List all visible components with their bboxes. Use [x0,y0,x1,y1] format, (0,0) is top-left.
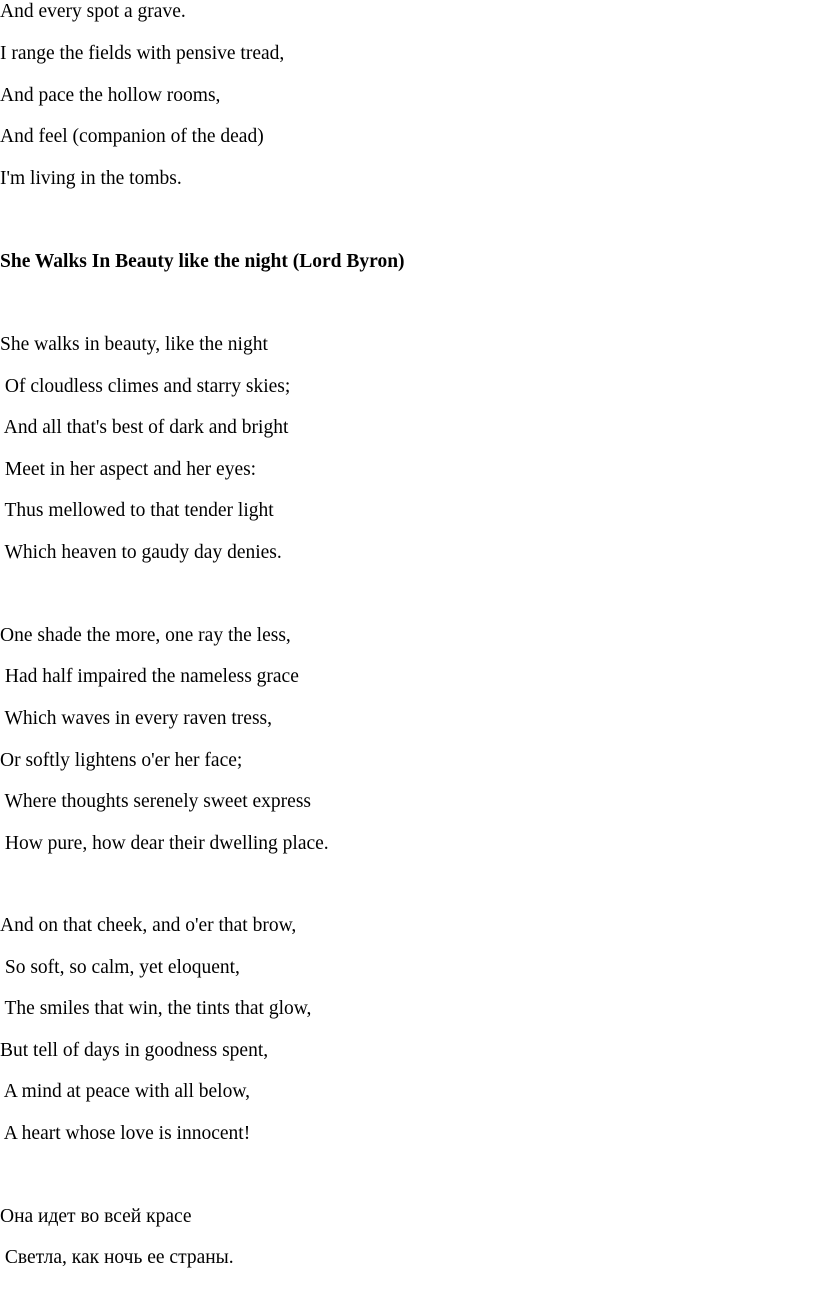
poem-line: So soft, so calm, yet eloquent, [0,957,240,978]
poem-line: And all that's best of dark and bright [0,417,289,438]
translation-line: Она идет во всей красе [0,1206,192,1227]
poem-line: I range the fields with pensive tread, [0,43,285,64]
poem-line: But tell of days in goodness spent, [0,1040,269,1061]
poem-line: Where thoughts serenely sweet express [0,791,312,812]
poem-line: A heart whose love is innocent! [0,1123,251,1144]
translation-line: Светла, как ночь ее страны. [0,1247,234,1268]
poem-line: How pure, how dear their dwelling place. [0,833,329,854]
poem-line: A mind at peace with all below, [0,1081,251,1102]
poem-line: Which waves in every raven tress, [0,708,273,729]
poem-line: One shade the more, one ray the less, [0,625,291,646]
poem-line: And feel (companion of the dead) [0,126,264,147]
poem-line: Had half impaired the nameless grace [0,666,299,687]
poem-line: Thus mellowed to that tender light [0,500,274,521]
poem-line: Which heaven to gaudy day denies. [0,542,282,563]
poem-line: And on that cheek, and o'er that brow, [0,915,297,936]
poem-line: The smiles that win, the tints that glow, [0,998,312,1019]
poem-line: Of cloudless climes and starry skies; [0,376,291,397]
poem-line: I'm living in the tombs. [0,168,182,189]
poem-line: And pace the hollow rooms, [0,85,221,106]
poem-line: She walks in beauty, like the night [0,334,268,355]
poem-line: Meet in her aspect and her eyes: [0,459,257,480]
poem-line: Or softly lightens o'er her face; [0,750,243,771]
poem-title: She Walks In Beauty like the night (Lord Byron) [0,251,405,272]
poem-line: And every spot a grave. [0,1,186,22]
